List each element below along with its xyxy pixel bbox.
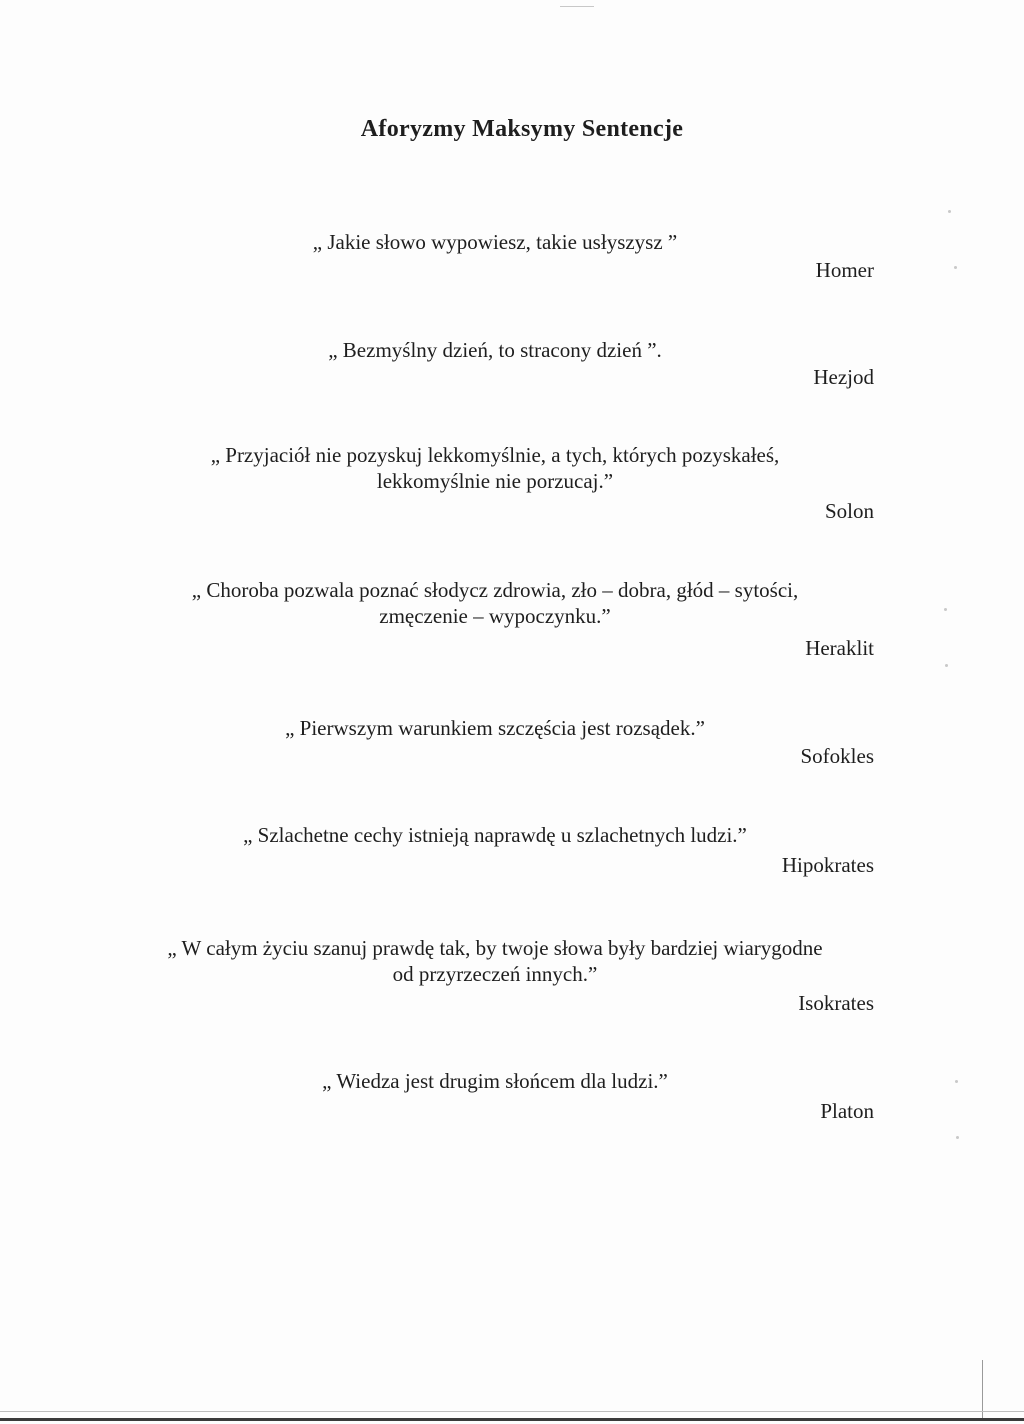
quote-line: „ Pierwszym warunkiem szczęścia jest rozsądek.” <box>285 716 705 740</box>
quote-line: „ Przyjaciół nie pozyskuj lekkomyślnie, a tych, których pozyskałeś, <box>210 443 780 467</box>
quote-line: „ Wiedza jest drugim słońcem dla ludzi.” <box>322 1069 668 1093</box>
scan-speck <box>945 664 948 667</box>
scan-speck <box>948 210 951 213</box>
page-title: Aforyzmy Maksymy Sentencje <box>360 116 684 142</box>
quote-author: Hezjod <box>813 365 874 389</box>
quote-line: od przyrzeczeń innych.” <box>392 962 598 986</box>
quote-line: „ Szlachetne cechy istnieją naprawdę u szlachetnych ludzi.” <box>243 823 747 847</box>
quote-author: Sofokles <box>800 744 874 768</box>
quote-text <box>0 577 990 629</box>
quote-author: Platon <box>820 1099 874 1123</box>
scan-artifact-line <box>0 1411 1024 1412</box>
quote-line: „ Jakie słowo wypowiesz, takie usłyszysz ” <box>312 230 678 254</box>
quote-author: Solon <box>824 499 874 523</box>
quote-line: zmęczenie – wypoczynku.” <box>379 604 611 628</box>
scan-speck <box>956 1136 959 1139</box>
scan-speck <box>955 1080 958 1083</box>
scan-artifact-top <box>560 6 594 7</box>
quote-text <box>0 715 990 741</box>
quote-text <box>0 337 990 363</box>
quote-author: Heraklit <box>805 636 874 660</box>
quote-line: lekkomyślnie nie porzucaj.” <box>376 469 614 493</box>
quote-author: Hipokrates <box>781 853 874 877</box>
quote-line: „ W całym życiu szanuj prawdę tak, by twoje słowa były bardziej wiarygodne <box>167 936 823 960</box>
scan-artifact-bottom-edge <box>0 1418 1024 1421</box>
scan-speck <box>954 266 957 269</box>
quote-line: „ Choroba pozwala poznać słodycz zdrowia, zło – dobra, głód – sytości, <box>191 578 799 602</box>
quote-text <box>0 229 990 255</box>
quote-text <box>0 442 990 494</box>
quote-author: Homer <box>815 258 874 282</box>
quote-author: Isokrates <box>798 991 874 1015</box>
scan-speck <box>944 608 947 611</box>
quote-text <box>0 822 990 848</box>
quote-line: „ Bezmyślny dzień, to stracony dzień ”. <box>328 338 662 362</box>
quote-text <box>0 1068 990 1094</box>
quote-text <box>0 935 990 987</box>
